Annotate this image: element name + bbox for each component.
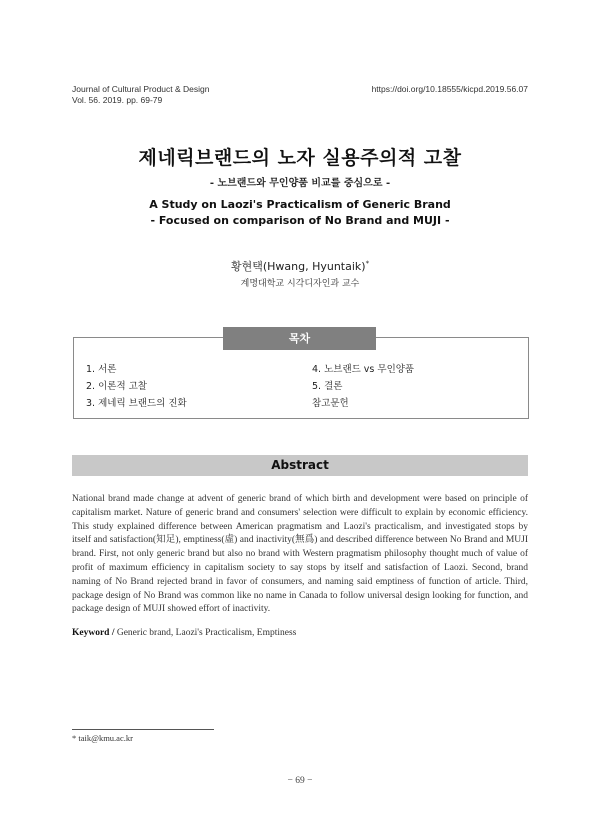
volume-info: Vol. 56. 2019. pp. 69-79 <box>72 94 163 105</box>
toc-item: 3. 제네릭 브랜드의 진화 <box>86 398 187 409</box>
footnote-email: * taik@kmu.ac.kr <box>72 733 133 743</box>
affiliation: 계명대학교 시각디자인과 교수 <box>240 279 360 289</box>
toc-item: 참고문헌 <box>312 398 349 409</box>
keywords-line <box>72 628 296 638</box>
title-english-line1: A Study on Laozi's Practicalism of Generic Brand <box>149 198 451 211</box>
author <box>0 258 600 274</box>
doi-link[interactable]: https://doi.org/10.18555/kicpd.2019.56.07 <box>371 84 528 94</box>
toc-item: 5. 결론 <box>312 381 343 392</box>
abstract-heading: Abstract <box>72 455 528 476</box>
toc-right-column <box>312 361 414 412</box>
journal-info <box>72 84 210 105</box>
author-name: 황현택(Hwang, Hyuntaik) <box>230 260 366 273</box>
keyword-values: Generic brand, Laozi's Practicalism, Emptiness <box>116 628 297 638</box>
toc-label: 목차 <box>223 327 376 350</box>
page-number: − 69 − <box>287 776 313 786</box>
toc-item: 1. 서론 <box>86 364 117 375</box>
author-mark: * <box>365 259 370 268</box>
title-english <box>0 197 600 229</box>
title-korean: 제네릭브랜드의 노자 실용주의적 고찰 <box>138 147 462 169</box>
toc-left-column <box>86 361 187 412</box>
subtitle-korean: - 노브랜드와 무인양품 비교를 중심으로 - <box>209 178 391 189</box>
toc-item: 4. 노브랜드 vs 무인양품 <box>312 364 415 375</box>
toc-item: 2. 이론적 고찰 <box>86 381 147 392</box>
footnote-divider <box>72 729 214 730</box>
title-english-line2: - Focused on comparison of No Brand and MUJI - <box>150 214 450 227</box>
journal-name: Journal of Cultural Product & Design <box>72 84 210 94</box>
keyword-label: Keyword / <box>72 628 115 638</box>
abstract-body: National brand made change at advent of generic brand of which birth and development were based on principle of capitalism market. Nature of generic brand and consumers' selection were difficult to explain by economic efficiency. This study explained difference between American pragmatism and Laozi's practicalism, and investigated stops by itself and satisfaction(知足), emptiness(虛) and inactivity(無爲) and described difference between No Brand and MUJI brand. First, not only generic brand but also no brand with Western pragmatism philosophy thought much of value of profit of maximum efficiency in capitalism society to say stops by itself and satisfaction of Laozi. Second, brand naming of No Brand rejected brand in favor of consumers, and naming said emptiness of function of article. Third, package design of No Brand was common like no name in Canada to follow universal design looking for function, and package design of MUJI showed effort of inactivity. <box>72 494 528 615</box>
